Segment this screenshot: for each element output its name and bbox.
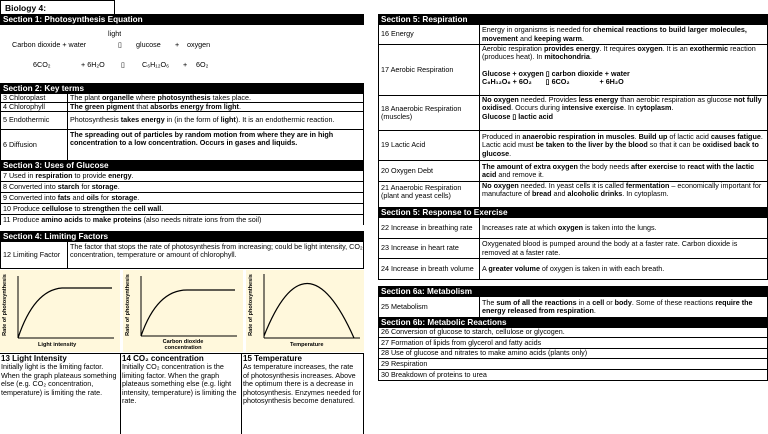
exercise-table (378, 218, 768, 280)
list-item: 30 Breakdown of proteins to urea (379, 370, 767, 381)
section3-header: Section 3: Uses of Glucose (0, 160, 364, 171)
x-axis-label: Carbon dioxide concentration (162, 339, 204, 351)
row-def: The amount of extra oxygen the body needs after exercise to react with the lactic acid and remove it. (482, 161, 755, 179)
row-def: Oxygenated blood is pumped around the body at a faster rate. Carbon dioxide is removed at a faster rate. (482, 239, 738, 257)
reactions-list (378, 328, 768, 381)
key-term-row (1, 94, 363, 103)
column-divider (363, 354, 364, 434)
row-def: Energy in organisms is needed for chemical reactions to build larger molecules, movement and keeping warm. (482, 25, 747, 43)
rate-curve (141, 290, 235, 336)
column-divider (241, 354, 242, 434)
metabolism-row (378, 297, 768, 317)
list-item: 29 Respiration (379, 359, 767, 370)
eq-word-reactants: Carbon dioxide + water (12, 41, 87, 49)
eq-sym-glucose: C₆H₁₂O₆ (142, 61, 169, 69)
equation-panel (0, 25, 364, 81)
list-item: 8 Converted into starch for storage. (1, 182, 363, 193)
eq-sym-h2o: + 6H₂O (81, 61, 105, 69)
key-term-row (1, 103, 363, 112)
eq-word-arrow: ▯ (118, 41, 122, 49)
eq-sym-co2: 6CO₂ (33, 61, 51, 69)
list-item: 10 Produce cellulose to strengthen the cell wall. (1, 204, 363, 215)
equation-light-label: light (108, 30, 122, 38)
limiting-factor-term: 12 Limiting Factor (3, 249, 61, 259)
light-intensity-plot (0, 270, 120, 352)
key-terms-table (0, 94, 364, 160)
table-row (379, 45, 767, 96)
section6b-header: Section 6b: Metabolic Reactions (378, 317, 768, 328)
eq-word-oxygen: oxygen (187, 41, 211, 49)
table-row (379, 25, 767, 45)
eq-sym-o2: 6O₂ (196, 61, 209, 69)
y-axis-label: Rate of photosynthesis (247, 274, 254, 336)
section2-header: Section 2: Key terms (0, 83, 364, 94)
list-item: 28 Use of glucose and nitrates to make amino acids (plants only) (379, 349, 767, 359)
row-term: 21 Anaerobic Respiration (plant and yeast cells) (381, 183, 462, 201)
eq-word-glucose: glucose (136, 41, 161, 49)
row-term: 23 Increase in heart rate (381, 243, 459, 253)
key-term-name: 6 Diffusion (3, 139, 37, 149)
key-term-name: 5 Endothermic (3, 115, 50, 125)
key-term-def: The spreading out of particles by random motion from where they are in high concentration to a low concentration. Occurs in gases and liquids. (70, 130, 334, 148)
y-axis-label: Rate of photosynthesis (1, 274, 8, 336)
x-axis-label: Temperature (290, 342, 324, 348)
list-item: 9 Converted into fats and oils for storage. (1, 193, 363, 204)
row-def: Increases rate at which oxygen is taken into the lungs. (482, 222, 657, 232)
key-term-name: 3 Chloroplast (3, 94, 46, 102)
factor-text: Initially light is the limiting factor. When the graph plateaus something else (e.g. CO₂ concentration, temperature) is limiting the rate. (1, 363, 117, 397)
table-row (379, 218, 767, 239)
eq-word-plus: + (175, 41, 180, 49)
row-def: No oxygen needed. In yeast cells it is called fermentation – economically important for manufacture of bread and alcoholic drinks. In cytoplasm. (482, 182, 762, 199)
table-row (379, 259, 767, 280)
row-term: 24 Increase in breath volume (381, 263, 474, 273)
table-row (379, 131, 767, 161)
key-term-row (1, 130, 363, 160)
section1-header: Section 1: Photosynthesis Equation (0, 14, 364, 25)
row-term: 17 Aerobic Respiration (381, 64, 454, 74)
row-term: 20 Oxygen Debt (381, 165, 433, 175)
factor-title: 13 Light Intensity (1, 354, 67, 363)
column-divider (120, 354, 121, 434)
row-def: The sum of all the reactions in a cell or body. Some of these reactions require the energy released from respiration. (482, 297, 753, 315)
eq-sym-arrow: ▯ (121, 61, 125, 69)
list-item: 26 Conversion of glucose to starch, cellulose or glycogen. (379, 328, 767, 338)
section5b-header: Section 5: Response to Exercise (378, 207, 768, 218)
rate-curve (264, 283, 354, 338)
table-row (379, 239, 767, 259)
row-term: 25 Metabolism (381, 301, 428, 311)
key-term-row (1, 112, 363, 130)
factor-descriptions (0, 353, 364, 433)
limiting-factor-def: The factor that stops the rate of photosynthesis from increasing; could be light intensity, CO₂ concentration, temperature or amount of chlorophyll. (70, 242, 363, 260)
row-term: 22 Increase in breathing rate (381, 222, 473, 232)
aerobic-word-equation: Glucose + oxygen ▯ carbon dioxide + water (482, 68, 630, 78)
row-term: 19 Lactic Acid (381, 140, 426, 150)
row-term: 16 Energy (381, 29, 414, 39)
list-item: 7 Used in respiration to provide energy. (1, 171, 363, 182)
row-term: 18 Anaerobic Respiration (muscles) (381, 103, 462, 121)
section5-header: Section 5: Respiration (378, 14, 768, 25)
factor-co2-concentration (122, 354, 240, 406)
list-item: 27 Formation of lipids from glycerol and fatty acids (379, 338, 767, 349)
eq-sym-plus: + (183, 61, 188, 69)
factor-text: Initially CO₂ concentration is the limiting factor. When the graph plateaus something else (e.g. light intensity, temperature) is limiting the rate. (122, 363, 237, 406)
factor-title: 14 CO₂ concentration (122, 354, 204, 363)
factor-title: 15 Temperature (243, 354, 302, 363)
row-def: Produced in anaerobic respiration in muscles. Build up of lactic acid causes fatigue. Lactic acid must be taken to the liver by the blood so that it can be oxidised back to glucose. (482, 131, 763, 158)
y-axis-label: Rate of photosynthesis (124, 274, 131, 336)
title-box (0, 0, 115, 14)
factor-light-intensity (0, 354, 119, 397)
limiting-factor-row (0, 242, 364, 269)
respiration-table (378, 25, 768, 207)
row-def: Aerobic respiration provides energy. It requires oxygen. It is an exothermic reaction (produces heat). In mitochondria. Glucose + oxygen ▯ carbon dioxide + water C₆H₁₂O₆ + 6O₂ ▯ 6CO₂ + 6H₂O (480, 45, 767, 95)
list-item: 11 Produce amino acids to make proteins (also needs nitrate ions from the soil) (3, 215, 262, 224)
aerobic-symbol-equation: C₆H₁₂O₆ + 6O₂ ▯ 6CO₂ + 6H₂O (482, 77, 624, 87)
factor-text: As temperature increases, the rate of photosynthesis increases. Above the optimum there is a decrease in photosynthesis. Enzymes needed for photosynthesis become denatured. (243, 363, 361, 406)
table-row (379, 96, 767, 131)
graph-temperature (246, 270, 364, 352)
table-row (379, 161, 767, 182)
column-divider (67, 94, 68, 160)
factor-temperature (243, 354, 361, 406)
glucose-uses-list (0, 171, 364, 225)
x-axis-label: Light intensity (38, 342, 77, 348)
key-term-def: The green pigment that absorbs energy from light. (70, 103, 241, 111)
key-term-def: Photosynthesis takes energy in (in the form of light). It is an endothermic reaction. (70, 115, 335, 125)
row-def: No oxygen needed. Provides less energy than aerobic respiration as glucose not fully oxidised. Occurs during intensive exercise. In cytoplasm. Glucose ▯ lactic acid (480, 96, 767, 130)
graph-light-intensity (0, 270, 120, 352)
page-title: Biology 4: (5, 3, 47, 13)
row-def: A greater volume of oxygen is taken in with each breath. (482, 263, 665, 273)
table-row (379, 182, 767, 207)
key-term-name: 4 Chlorophyll (3, 103, 45, 111)
column-divider (479, 25, 480, 207)
rate-curve (18, 288, 112, 338)
temperature-plot (246, 270, 364, 352)
column-divider (479, 218, 480, 280)
section6a-header: Section 6a: Metabolism (378, 286, 768, 297)
anaerobic-equation: Glucose ▯ lactic acid (482, 111, 554, 121)
key-term-def: The plant organelle where photosynthesis takes place. (70, 94, 251, 102)
graph-co2-concentration (123, 270, 243, 352)
section4-header: Section 4: Limiting Factors (0, 231, 364, 242)
